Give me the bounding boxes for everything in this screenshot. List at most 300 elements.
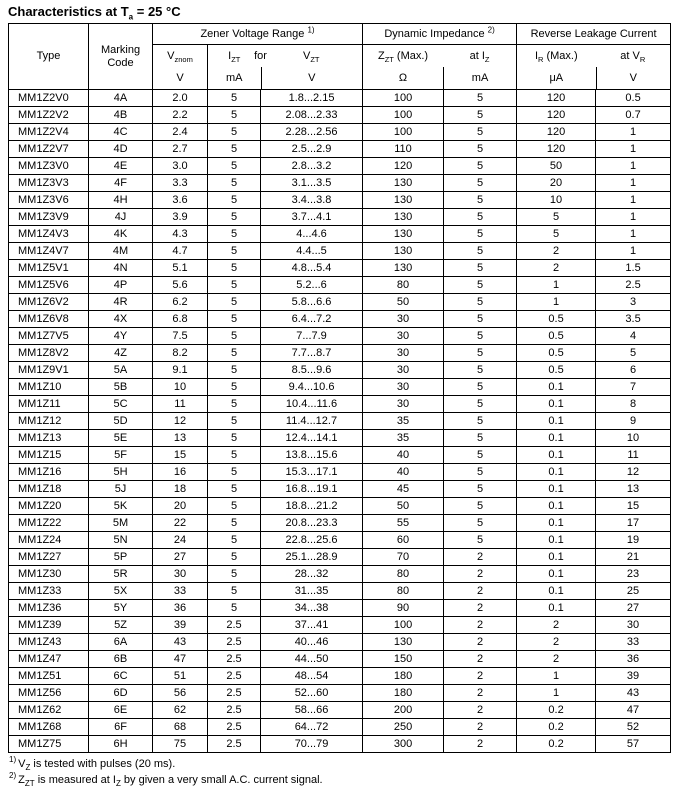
table-row	[9, 158, 671, 175]
cell-at-iz: 5	[444, 192, 517, 209]
cell-at-iz: 5	[444, 226, 517, 243]
cell-vzt-range: 64...72	[261, 719, 363, 736]
cell-type: MM1Z18	[9, 481, 89, 498]
cell-izt: 5	[208, 226, 261, 243]
cell-marking-code: 4Y	[89, 328, 153, 345]
table-row	[9, 226, 671, 243]
cell-at-vr: 33	[596, 634, 671, 651]
table-row	[9, 141, 671, 158]
cell-zzt-max: 60	[363, 532, 444, 549]
vzt-symbol: $V_{ZT}$	[303, 50, 320, 65]
table-row	[9, 192, 671, 209]
cell-at-iz: 5	[444, 447, 517, 464]
cell-at-iz: 5	[444, 107, 517, 124]
cell-vznom: 4.3	[153, 226, 208, 243]
vzt-unit: V	[261, 67, 363, 89]
footnote-ref-1: 1)	[307, 24, 315, 34]
footnote-1	[9, 757, 683, 773]
cell-vzt-range: 12.4...14.1	[261, 430, 363, 447]
cell-at-vr: 10	[596, 430, 671, 447]
cell-vzt-range: 1.8...2.15	[261, 90, 363, 107]
cell-at-iz: 2	[444, 600, 517, 617]
cell-vzt-range: 18.8...21.2	[261, 498, 363, 515]
cell-ir-max: 120	[517, 107, 596, 124]
cell-izt: 5	[208, 447, 261, 464]
footnote-1-marker: 1)	[9, 755, 17, 765]
cell-vznom: 15	[153, 447, 208, 464]
cell-vznom: 22	[153, 515, 208, 532]
cell-marking-code: 4X	[89, 311, 153, 328]
cell-type: MM1Z15	[9, 447, 89, 464]
cell-ir-max: 0.1	[517, 430, 596, 447]
group-header-reverse-leakage-current	[517, 24, 671, 45]
cell-marking-code: 5C	[89, 396, 153, 413]
cell-vznom: 33	[153, 583, 208, 600]
cell-vzt-range: 2.08...2.33	[261, 107, 363, 124]
cell-vznom: 20	[153, 498, 208, 515]
cell-izt: 5	[208, 192, 261, 209]
cell-zzt-max: 50	[363, 294, 444, 311]
cell-vzt-range: 3.4...3.8	[261, 192, 363, 209]
cell-ir-max: 0.1	[517, 447, 596, 464]
cell-at-iz: 5	[444, 243, 517, 260]
table-row	[9, 719, 671, 736]
cell-izt: 2.5	[208, 719, 261, 736]
reverse-group-label: Reverse Leakage Current	[530, 27, 657, 40]
table-row	[9, 651, 671, 668]
cell-marking-code: 5B	[89, 379, 153, 396]
zzt-unit: Ω	[398, 72, 408, 84]
cell-at-iz: 5	[444, 175, 517, 192]
at-vr-unit: V	[596, 67, 671, 89]
cell-marking-code: 6A	[89, 634, 153, 651]
table-row	[9, 294, 671, 311]
cell-at-vr: 52	[596, 719, 671, 736]
cell-at-iz: 5	[444, 498, 517, 515]
cell-vzt-range: 16.8...19.1	[261, 481, 363, 498]
table-row	[9, 396, 671, 413]
cell-at-vr: 17	[596, 515, 671, 532]
cell-marking-code: 5X	[89, 583, 153, 600]
cell-type: MM1Z33	[9, 583, 89, 600]
cell-zzt-max: 30	[363, 396, 444, 413]
cell-at-vr: 43	[596, 685, 671, 702]
cell-at-iz: 5	[444, 294, 517, 311]
table-row	[9, 413, 671, 430]
cell-vznom: 8.2	[153, 345, 208, 362]
cell-vznom: 3.3	[153, 175, 208, 192]
cell-at-vr: 21	[596, 549, 671, 566]
cell-at-vr: 0.5	[596, 90, 671, 107]
table-body	[9, 90, 671, 753]
cell-marking-code: 4P	[89, 277, 153, 294]
cell-type: MM1Z13	[9, 430, 89, 447]
cell-marking-code: 5A	[89, 362, 153, 379]
cell-at-vr: 1.5	[596, 260, 671, 277]
cell-izt: 2.5	[208, 617, 261, 634]
vznom-unit: V	[176, 72, 184, 84]
cell-type: MM1Z7V5	[9, 328, 89, 345]
group-header-row	[9, 24, 671, 45]
cell-izt: 2.5	[208, 702, 261, 719]
cell-at-vr: 1	[596, 243, 671, 260]
cell-type: MM1Z36	[9, 600, 89, 617]
table-row	[9, 583, 671, 600]
cell-ir-max: 0.1	[517, 481, 596, 498]
cell-marking-code: 5E	[89, 430, 153, 447]
cell-at-iz: 5	[444, 158, 517, 175]
cell-izt: 5	[208, 345, 261, 362]
table-row	[9, 702, 671, 719]
cell-at-vr: 1	[596, 158, 671, 175]
izt-symbol: $I_{ZT}$	[228, 50, 241, 65]
cell-vznom: 5.1	[153, 260, 208, 277]
table-row	[9, 668, 671, 685]
cell-zzt-max: 70	[363, 549, 444, 566]
cell-zzt-max: 80	[363, 566, 444, 583]
cell-ir-max: 0.2	[517, 719, 596, 736]
cell-type: MM1Z75	[9, 736, 89, 753]
cell-at-vr: 36	[596, 651, 671, 668]
cell-izt: 5	[208, 481, 261, 498]
cell-izt: 5	[208, 430, 261, 447]
cell-type: MM1Z3V9	[9, 209, 89, 226]
cell-vzt-range: 44...50	[261, 651, 363, 668]
cell-marking-code: 4D	[89, 141, 153, 158]
cell-at-iz: 5	[444, 124, 517, 141]
cell-vznom: 47	[153, 651, 208, 668]
cell-at-iz: 2	[444, 736, 517, 753]
cell-vzt-range: 34...38	[261, 600, 363, 617]
cell-ir-max: 2	[517, 243, 596, 260]
cell-marking-code: 4C	[89, 124, 153, 141]
cell-at-iz: 5	[444, 430, 517, 447]
cell-marking-code: 5P	[89, 549, 153, 566]
cell-at-vr: 39	[596, 668, 671, 685]
cell-at-vr: 9	[596, 413, 671, 430]
cell-vzt-range: 3.7...4.1	[261, 209, 363, 226]
cell-at-vr: 1	[596, 124, 671, 141]
at-vr-symbol: at $V_R$	[620, 50, 646, 65]
cell-at-vr: 3	[596, 294, 671, 311]
cell-at-iz: 5	[444, 481, 517, 498]
table-row	[9, 311, 671, 328]
cell-at-vr: 13	[596, 481, 671, 498]
dynamic-group-label: Dynamic Impedance	[384, 27, 488, 40]
cell-type: MM1Z68	[9, 719, 89, 736]
cell-izt: 5	[208, 600, 261, 617]
cell-at-iz: 5	[444, 362, 517, 379]
for-word: for	[254, 50, 267, 62]
cell-zzt-max: 30	[363, 311, 444, 328]
col-header-type: Type	[9, 24, 89, 90]
zener-group-label: Zener Voltage Range	[200, 27, 308, 40]
cell-izt: 2.5	[208, 685, 261, 702]
cell-ir-max: 0.5	[517, 362, 596, 379]
cell-type: MM1Z8V2	[9, 345, 89, 362]
cell-vznom: 9.1	[153, 362, 208, 379]
cell-izt: 5	[208, 396, 261, 413]
footnote-2-text: $Z_{ZT}$ is measured at $I_Z$ by given a very small A.C. current signal.	[18, 773, 323, 788]
cell-ir-max: 0.1	[517, 498, 596, 515]
cell-vzt-range: 70...79	[261, 736, 363, 753]
cell-type: MM1Z4V3	[9, 226, 89, 243]
cell-vzt-range: 5.8...6.6	[261, 294, 363, 311]
cell-vznom: 11	[153, 396, 208, 413]
cell-marking-code: 4N	[89, 260, 153, 277]
cell-zzt-max: 250	[363, 719, 444, 736]
zzt-symbol: $Z_{ZT}$ (Max.)	[377, 50, 429, 65]
footnote-1-text: $V_Z$ is tested with pulses (20 ms).	[18, 758, 176, 773]
table-row	[9, 481, 671, 498]
cell-izt: 2.5	[208, 634, 261, 651]
cell-vznom: 56	[153, 685, 208, 702]
cell-vzt-range: 37...41	[261, 617, 363, 634]
cell-ir-max: 20	[517, 175, 596, 192]
group-header-zener-voltage-range	[153, 24, 363, 45]
cell-ir-max: 120	[517, 141, 596, 158]
cell-zzt-max: 55	[363, 515, 444, 532]
cell-type: MM1Z56	[9, 685, 89, 702]
cell-type: MM1Z11	[9, 396, 89, 413]
cell-ir-max: 1	[517, 685, 596, 702]
cell-at-vr: 5	[596, 345, 671, 362]
cell-zzt-max: 35	[363, 413, 444, 430]
table-row	[9, 515, 671, 532]
cell-marking-code: 6F	[89, 719, 153, 736]
cell-vzt-range: 48...54	[261, 668, 363, 685]
cell-ir-max: 2	[517, 617, 596, 634]
cell-ir-max: 0.1	[517, 583, 596, 600]
cell-at-iz: 5	[444, 311, 517, 328]
cell-at-iz: 5	[444, 413, 517, 430]
cell-at-iz: 2	[444, 668, 517, 685]
cell-ir-max: 2	[517, 651, 596, 668]
cell-marking-code: 6E	[89, 702, 153, 719]
at-iz-symbol: at $I_Z$	[469, 50, 490, 65]
table-row	[9, 379, 671, 396]
cell-vzt-range: 15.3...17.1	[261, 464, 363, 481]
cell-marking-code: 5F	[89, 447, 153, 464]
cell-type: MM1Z3V0	[9, 158, 89, 175]
cell-at-vr: 12	[596, 464, 671, 481]
cell-vznom: 24	[153, 532, 208, 549]
cell-marking-code: 4Z	[89, 345, 153, 362]
cell-marking-code: 4J	[89, 209, 153, 226]
cell-at-vr: 1	[596, 175, 671, 192]
cell-zzt-max: 130	[363, 226, 444, 243]
cell-at-vr: 0.7	[596, 107, 671, 124]
cell-vznom: 3.0	[153, 158, 208, 175]
cell-type: MM1Z43	[9, 634, 89, 651]
cell-type: MM1Z30	[9, 566, 89, 583]
cell-type: MM1Z47	[9, 651, 89, 668]
cell-izt: 5	[208, 566, 261, 583]
cell-at-iz: 5	[444, 464, 517, 481]
cell-zzt-max: 30	[363, 328, 444, 345]
cell-type: MM1Z51	[9, 668, 89, 685]
cell-vzt-range: 6.4...7.2	[261, 311, 363, 328]
cell-ir-max: 0.5	[517, 311, 596, 328]
cell-zzt-max: 120	[363, 158, 444, 175]
cell-marking-code: 5H	[89, 464, 153, 481]
cell-vzt-range: 31...35	[261, 583, 363, 600]
cell-vznom: 62	[153, 702, 208, 719]
cell-ir-max: 0.1	[517, 549, 596, 566]
cell-type: MM1Z16	[9, 464, 89, 481]
cell-at-iz: 5	[444, 532, 517, 549]
cell-marking-code: 6B	[89, 651, 153, 668]
cell-vznom: 27	[153, 549, 208, 566]
cell-at-vr: 57	[596, 736, 671, 753]
cell-vzt-range: 13.8...15.6	[261, 447, 363, 464]
cell-type: MM1Z5V1	[9, 260, 89, 277]
cell-ir-max: 1	[517, 294, 596, 311]
footnote-2-marker: 2)	[9, 770, 17, 780]
cell-zzt-max: 130	[363, 209, 444, 226]
cell-at-iz: 5	[444, 328, 517, 345]
cell-at-vr: 27	[596, 600, 671, 617]
table-row	[9, 107, 671, 124]
cell-izt: 5	[208, 260, 261, 277]
cell-type: MM1Z12	[9, 413, 89, 430]
cell-marking-code: 6D	[89, 685, 153, 702]
cell-zzt-max: 80	[363, 277, 444, 294]
cell-ir-max: 2	[517, 260, 596, 277]
table-row	[9, 634, 671, 651]
table-row	[9, 498, 671, 515]
cell-ir-max: 1	[517, 668, 596, 685]
cell-at-vr: 1	[596, 192, 671, 209]
cell-vzt-range: 40...46	[261, 634, 363, 651]
cell-marking-code: 4F	[89, 175, 153, 192]
cell-type: MM1Z2V2	[9, 107, 89, 124]
cell-zzt-max: 100	[363, 90, 444, 107]
cell-at-vr: 7	[596, 379, 671, 396]
cell-at-iz: 5	[444, 209, 517, 226]
cell-ir-max: 0.1	[517, 515, 596, 532]
cell-izt: 2.5	[208, 651, 261, 668]
cell-at-vr: 1	[596, 141, 671, 158]
cell-izt: 5	[208, 532, 261, 549]
cell-at-iz: 5	[444, 345, 517, 362]
cell-zzt-max: 30	[363, 362, 444, 379]
cell-vznom: 30	[153, 566, 208, 583]
cell-at-iz: 5	[444, 141, 517, 158]
cell-ir-max: 10	[517, 192, 596, 209]
cell-marking-code: 4M	[89, 243, 153, 260]
cell-marking-code: 6C	[89, 668, 153, 685]
table-row	[9, 532, 671, 549]
cell-vznom: 2.4	[153, 124, 208, 141]
cell-at-vr: 25	[596, 583, 671, 600]
cell-at-iz: 5	[444, 515, 517, 532]
cell-type: MM1Z2V4	[9, 124, 89, 141]
cell-ir-max: 50	[517, 158, 596, 175]
cell-izt: 5	[208, 413, 261, 430]
group-header-dynamic-impedance	[363, 24, 517, 45]
cell-vzt-range: 7.7...8.7	[261, 345, 363, 362]
cell-vznom: 18	[153, 481, 208, 498]
cell-at-iz: 5	[444, 260, 517, 277]
cell-marking-code: 4B	[89, 107, 153, 124]
cell-izt: 5	[208, 90, 261, 107]
col-header-vznom	[153, 45, 208, 90]
cell-vznom: 3.6	[153, 192, 208, 209]
cell-vznom: 43	[153, 634, 208, 651]
cell-vzt-range: 5.2...6	[261, 277, 363, 294]
cell-marking-code: 4K	[89, 226, 153, 243]
cell-vznom: 75	[153, 736, 208, 753]
cell-at-iz: 2	[444, 566, 517, 583]
cell-at-vr: 1	[596, 209, 671, 226]
page-title	[0, 0, 683, 23]
cell-vznom: 36	[153, 600, 208, 617]
cell-izt: 5	[208, 158, 261, 175]
cell-at-vr: 11	[596, 447, 671, 464]
cell-at-iz: 2	[444, 617, 517, 634]
cell-ir-max: 5	[517, 226, 596, 243]
cell-vzt-range: 4.8...5.4	[261, 260, 363, 277]
cell-zzt-max: 100	[363, 124, 444, 141]
cell-zzt-max: 45	[363, 481, 444, 498]
cell-marking-code: 4E	[89, 158, 153, 175]
title-text-pre: Characteristics at T	[8, 4, 129, 19]
cell-izt: 5	[208, 379, 261, 396]
cell-vznom: 12	[153, 413, 208, 430]
cell-zzt-max: 300	[363, 736, 444, 753]
cell-marking-code: 5N	[89, 532, 153, 549]
cell-izt: 5	[208, 107, 261, 124]
cell-vznom: 3.9	[153, 209, 208, 226]
cell-type: MM1Z20	[9, 498, 89, 515]
cell-at-iz: 2	[444, 549, 517, 566]
table-row	[9, 617, 671, 634]
footnotes	[9, 757, 683, 788]
cell-vzt-range: 25.1...28.9	[261, 549, 363, 566]
cell-zzt-max: 130	[363, 260, 444, 277]
cell-zzt-max: 180	[363, 685, 444, 702]
table-row	[9, 124, 671, 141]
cell-marking-code: 4H	[89, 192, 153, 209]
cell-marking-code: 5M	[89, 515, 153, 532]
cell-izt: 5	[208, 515, 261, 532]
cell-vzt-range: 28...32	[261, 566, 363, 583]
cell-type: MM1Z3V6	[9, 192, 89, 209]
cell-type: MM1Z39	[9, 617, 89, 634]
cell-at-vr: 19	[596, 532, 671, 549]
table-row	[9, 345, 671, 362]
cell-vznom: 2.7	[153, 141, 208, 158]
table-row	[9, 549, 671, 566]
cell-at-iz: 2	[444, 583, 517, 600]
table-header	[9, 24, 671, 90]
cell-izt: 5	[208, 124, 261, 141]
cell-ir-max: 0.5	[517, 328, 596, 345]
table-row	[9, 243, 671, 260]
cell-ir-max: 0.2	[517, 702, 596, 719]
cell-marking-code: 5J	[89, 481, 153, 498]
cell-vzt-range: 11.4...12.7	[261, 413, 363, 430]
ir-symbol: $I_R$ (Max.)	[534, 50, 578, 65]
cell-type: MM1Z22	[9, 515, 89, 532]
cell-type: MM1Z2V7	[9, 141, 89, 158]
cell-zzt-max: 130	[363, 175, 444, 192]
table-row	[9, 260, 671, 277]
cell-izt: 5	[208, 498, 261, 515]
cell-ir-max: 1	[517, 277, 596, 294]
cell-ir-max: 0.1	[517, 413, 596, 430]
